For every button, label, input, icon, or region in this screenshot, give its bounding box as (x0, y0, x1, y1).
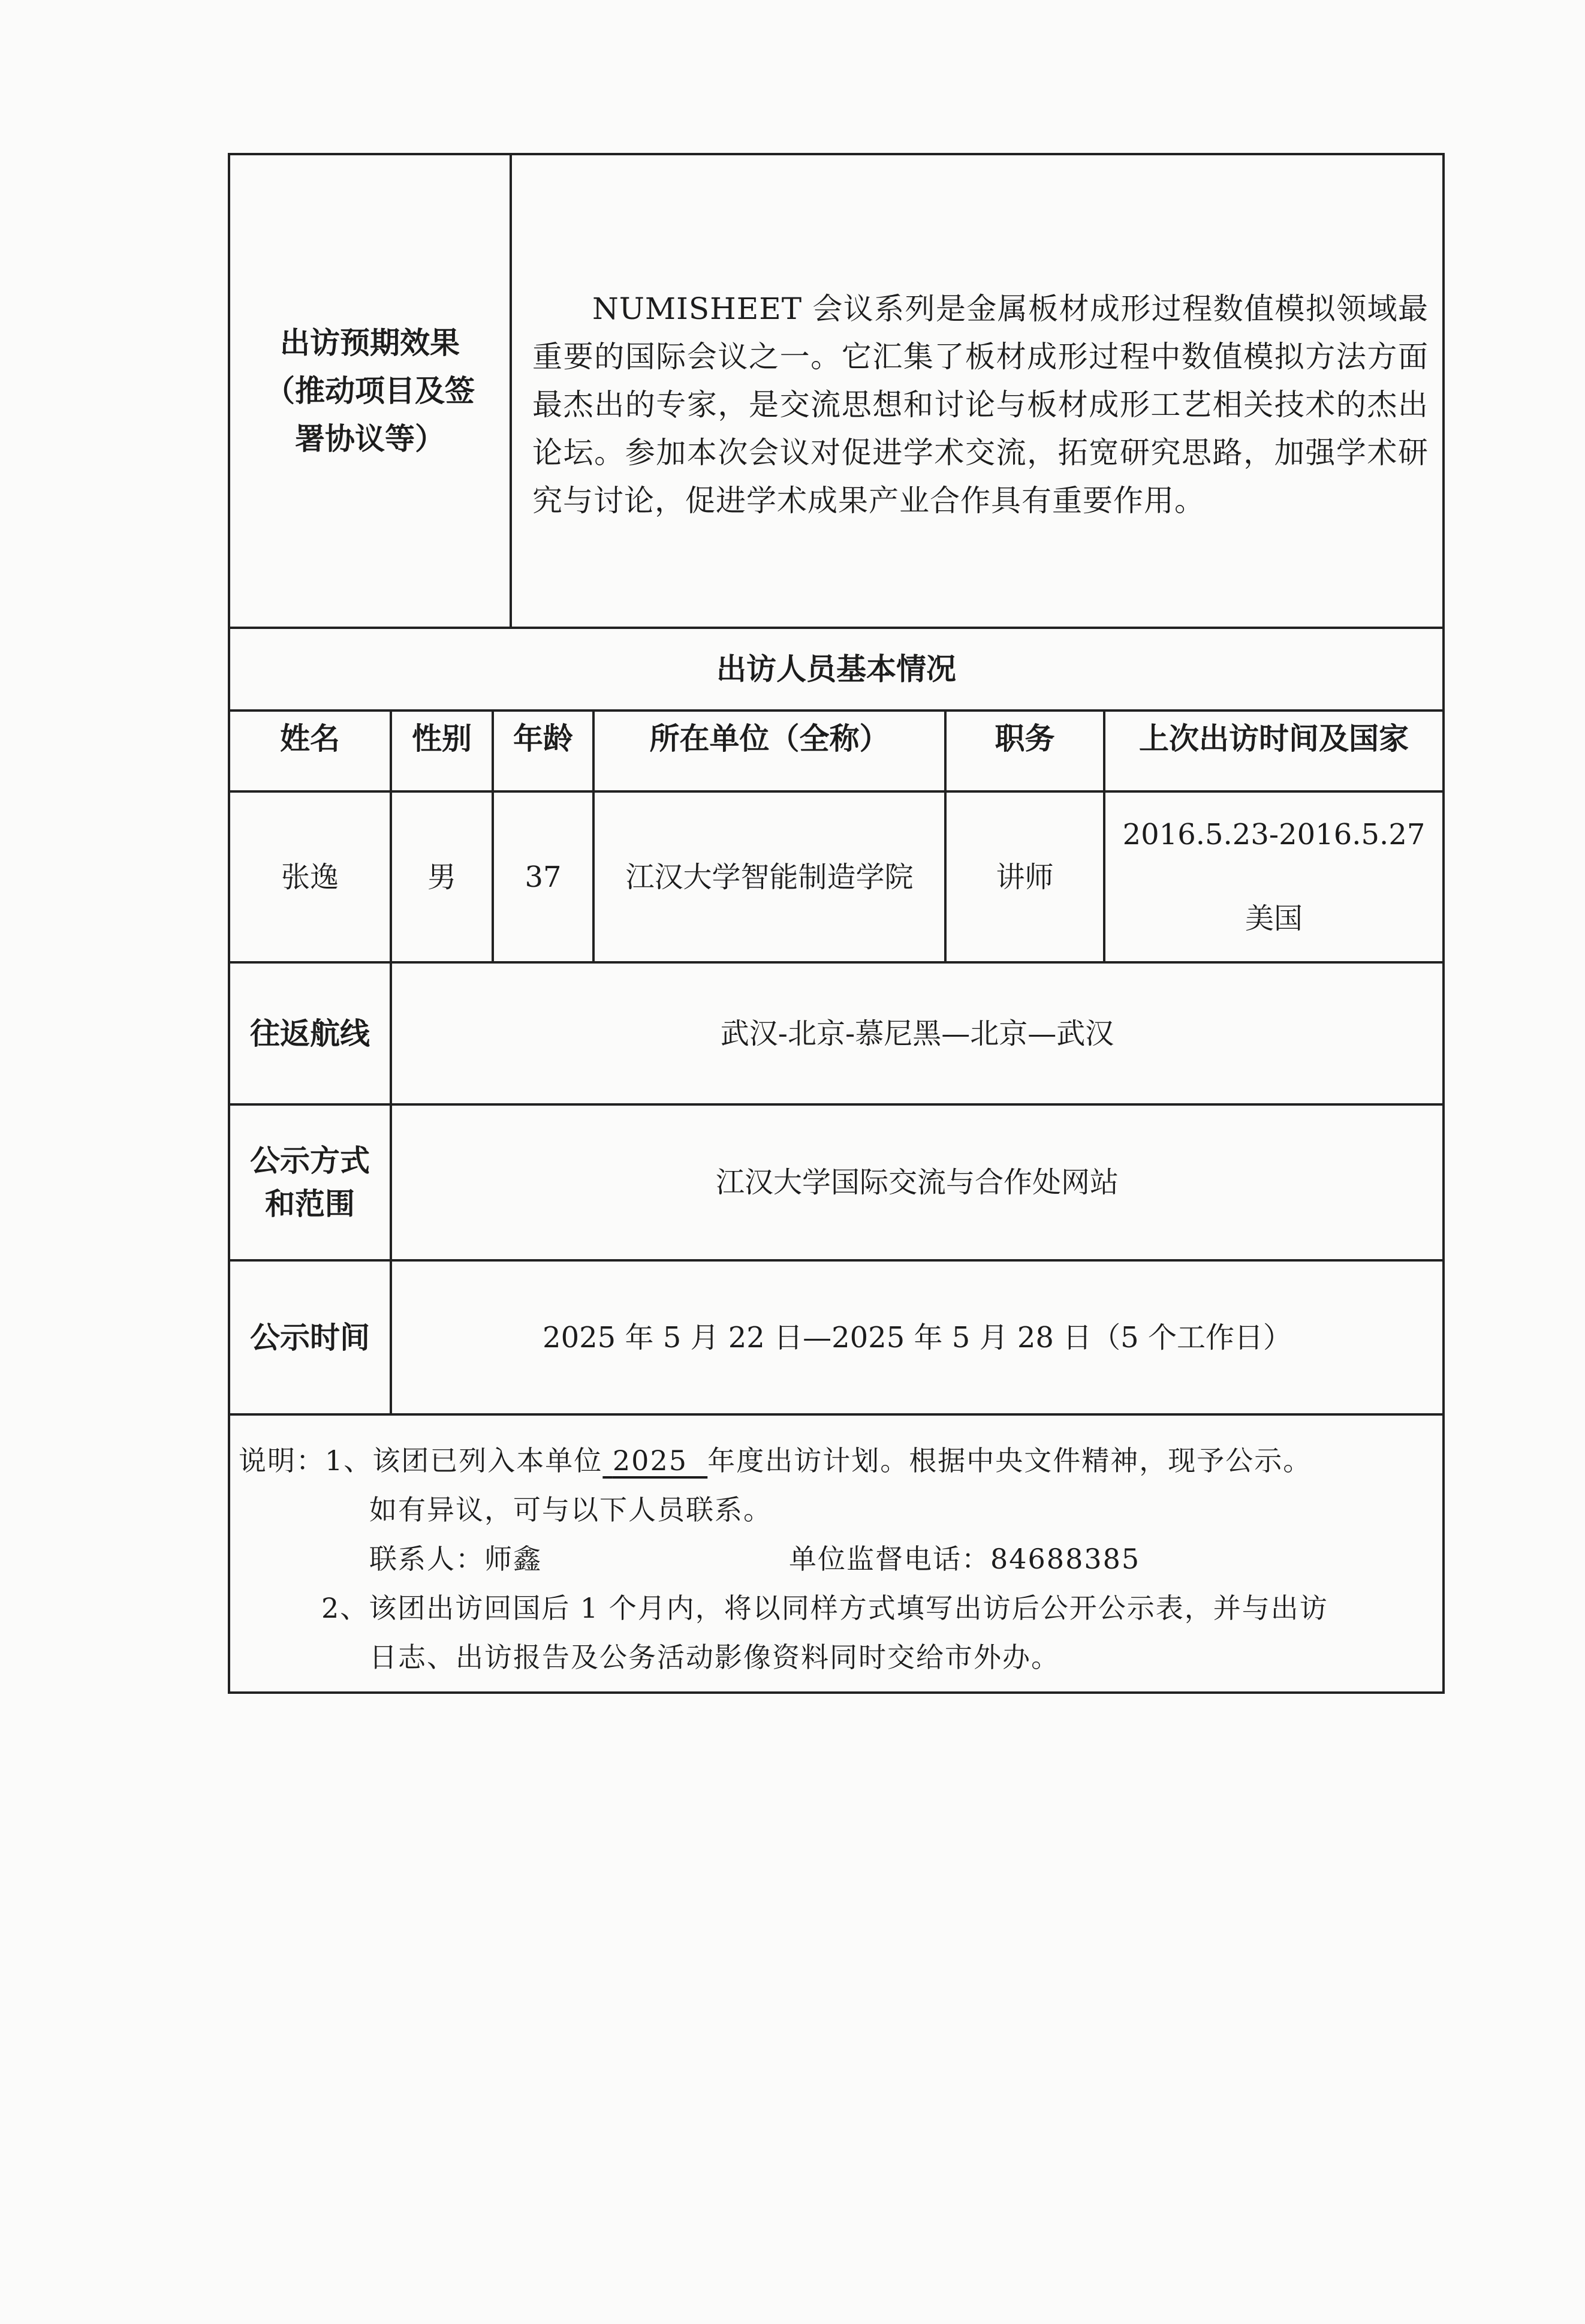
person-name: 张逸 (281, 860, 339, 894)
column-divider (510, 153, 512, 627)
person-gender: 男 (427, 860, 456, 894)
expected-effect-label (230, 155, 510, 627)
supervision-phone: 单位监督电话：84688385 (789, 1543, 1141, 1575)
notes-line2-text: 如有异议，可与以下人员联系。 (369, 1494, 772, 1526)
expected-effect-label-line3: 署协议等） (295, 422, 445, 456)
publicity-method-label-line2: 和范围 (265, 1187, 355, 1221)
notes-line5-text: 日志、出访报告及公务活动影像资料同时交给市外办。 (369, 1641, 1060, 1673)
header-position: 职务 (995, 721, 1055, 756)
publicity-time-label: 公示时间 (250, 1320, 370, 1355)
notes-line-5 (239, 1633, 1438, 1682)
contact-person: 联系人：师鑫 (369, 1543, 542, 1575)
publicity-method-label (230, 1106, 390, 1259)
notes-line1-suffix: 年度出访计划。根据中央文件精神，现予公示。 (707, 1444, 1312, 1477)
notes-section (239, 1436, 1438, 1682)
person-age: 37 (525, 860, 562, 894)
person-last-visit (1105, 793, 1442, 961)
notes-year (602, 1444, 707, 1477)
notes-line-4 (239, 1584, 1438, 1633)
notes-line-3 (239, 1534, 1438, 1584)
header-gender: 性别 (412, 721, 472, 756)
notes-line-2 (239, 1485, 1438, 1534)
header-last-visit: 上次出访时间及国家 (1139, 721, 1409, 756)
header-unit: 所在单位（全称） (649, 721, 890, 756)
route-value: 武汉-北京-慕尼黑—北京—武汉 (720, 1016, 1114, 1050)
last-visit-country: 美国 (1245, 901, 1303, 935)
notes-line1-prefix: 说明：1、该团已列入本单位 (239, 1444, 603, 1477)
expected-effect-text: NUMISHEET 会议系列是金属板材成形过程数值模拟领域最重要的国际会议之一。它汇集了板材成形过程中数值模拟方法方面最杰出的专家，是交流思想和讨论与板材成形工艺相关技术的杰出论坛。参加本次会议对促进学术交流，拓宽研究思路，加强学术研究与讨论，促进学术成果产业合作具有重要作用。 (532, 291, 1429, 518)
header-name: 姓名 (280, 721, 340, 756)
route-label: 往返航线 (250, 1016, 370, 1051)
notes-line-1 (239, 1436, 1438, 1485)
notes-year-value: 2025 (612, 1444, 688, 1477)
header-age: 年龄 (513, 721, 573, 756)
expected-effect-label-line1: 出访预期效果 (280, 326, 460, 360)
notes-line4-text: 2、该团出访回国后 1 个月内，将以同样方式填写出访后公开公示表，并与出访 (321, 1592, 1328, 1624)
personnel-section-title: 出访人员基本情况 (716, 652, 956, 687)
person-position: 讲师 (996, 860, 1054, 894)
publicity-time-value: 2025 年 5 月 22 日—2025 年 5 月 28 日（5 个工作日） (543, 1320, 1292, 1354)
person-unit: 江汉大学智能制造学院 (625, 860, 914, 894)
publicity-method-label-line1: 公示方式 (250, 1143, 370, 1178)
last-visit-date: 2016.5.23-2016.5.27 (1122, 818, 1426, 852)
publicity-method-value: 江汉大学国际交流与合作处网站 (715, 1166, 1119, 1199)
expected-effect-label-line2: （推动项目及签 (265, 374, 475, 408)
row-divider (228, 1413, 1445, 1416)
